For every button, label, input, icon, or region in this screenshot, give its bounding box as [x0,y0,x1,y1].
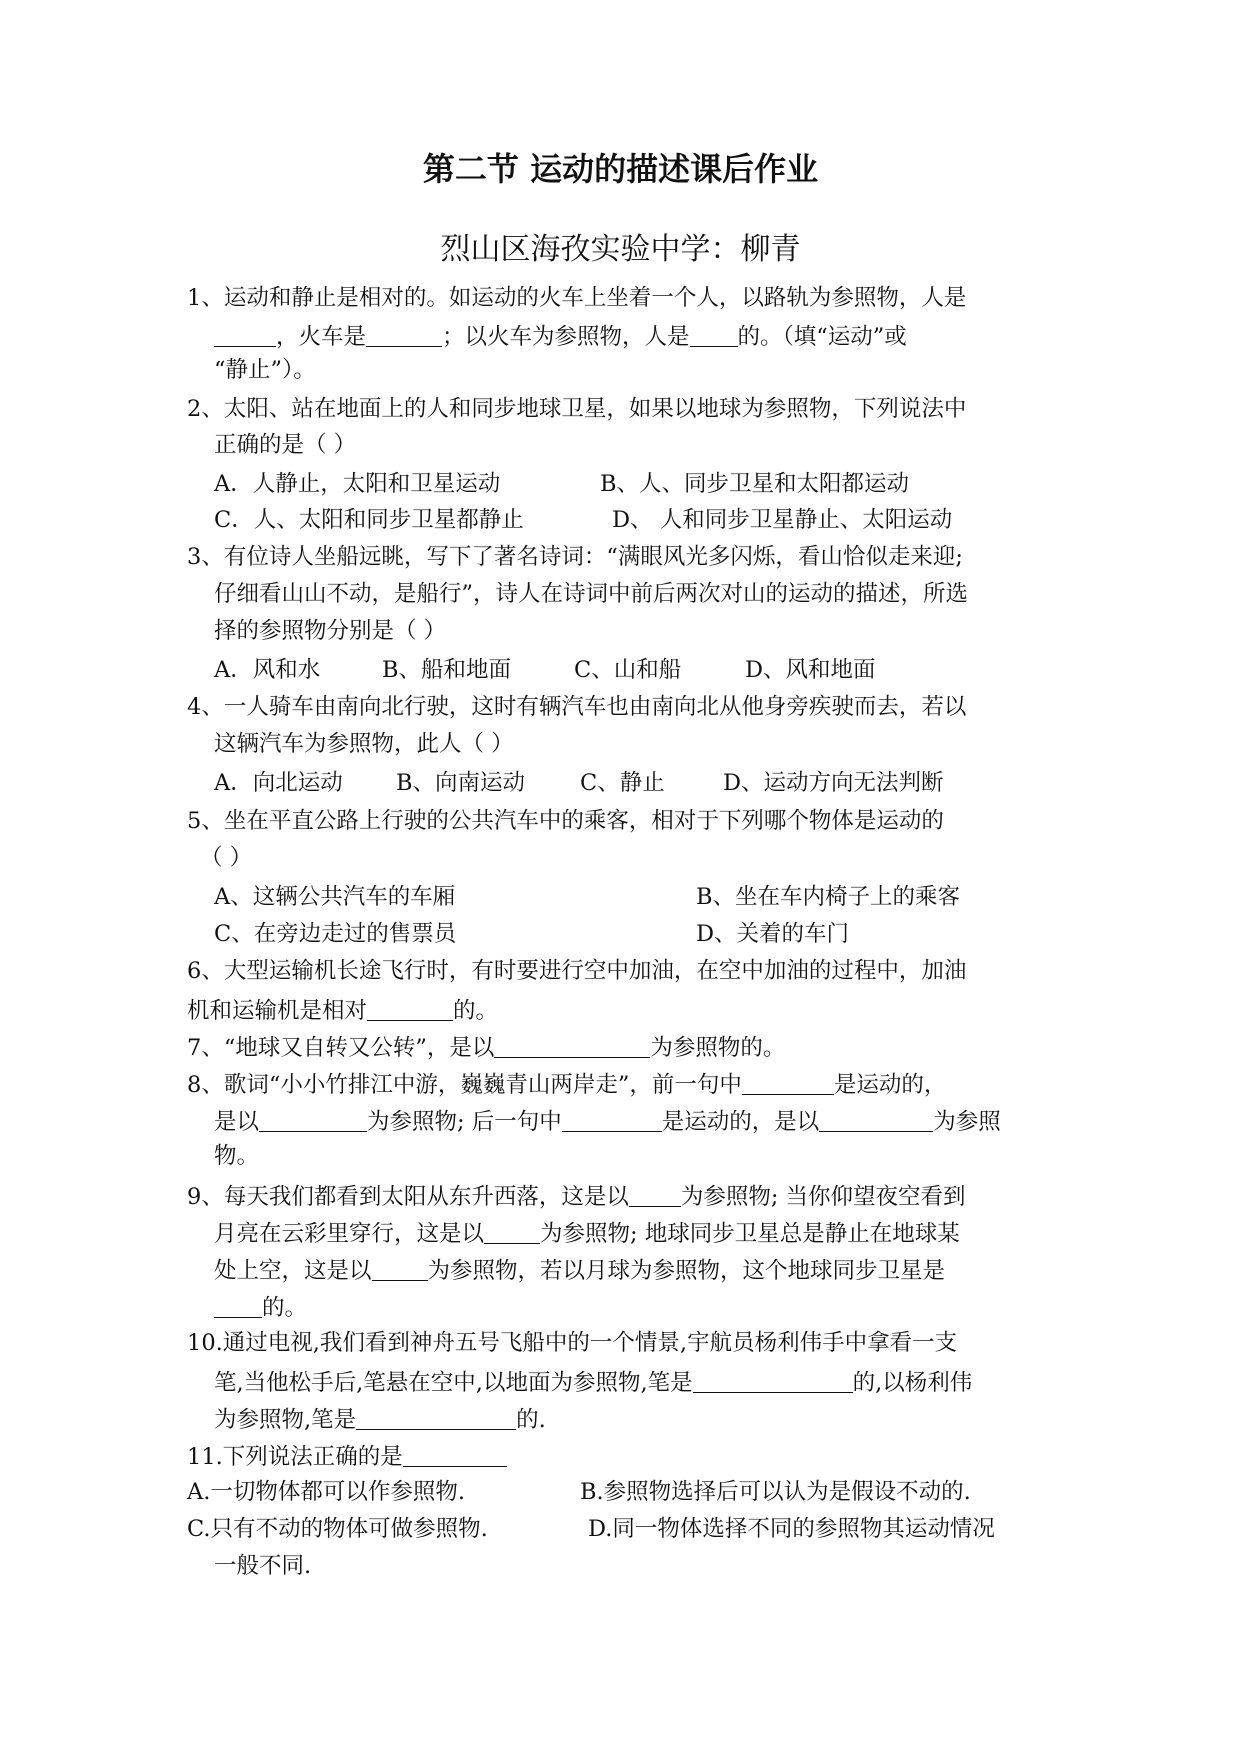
question-11-option-d[interactable]: D.同一物体选择不同的参照物其运动情况 [588,1516,995,1542]
answer-blank[interactable] [742,1071,834,1095]
question-8-line-2: 是以 为参照物; 后一句中 是运动的，是以 为参照 [214,1108,1001,1135]
question-4-option-c[interactable]: C、静止 [580,770,665,796]
question-10-line-1: 10.通过电视,我们看到神舟五号飞船中的一个情景,宇航员杨利伟手中拿看一支 [187,1330,958,1356]
question-2-line-1: 2、太阳、站在地面上的人和同步地球卫星，如果以地球为参照物，下列说法中 [187,396,967,422]
question-11-option-d-continued: 一般不同. [214,1553,312,1579]
question-2-option-a[interactable]: A．人静止，太阳和卫星运动 [214,471,501,497]
page-title: 第二节 运动的描述课后作业 [422,150,819,188]
question-9-line-4: 的。 [214,1294,307,1319]
answer-blank[interactable] [214,323,276,347]
question-6-line-1: 6、大型运输机长途飞行时，有时要进行空中加油，在空中加油的过程中，加油 [187,958,967,984]
question-8-line-3: 物。 [214,1143,260,1169]
answer-blank[interactable] [484,1220,540,1244]
answer-blank[interactable] [494,1034,650,1058]
question-5-line-2: （ ） [200,845,253,871]
question-2-line-2: 正确的是（ ） [214,432,357,458]
question-4-option-b[interactable]: B、向南运动 [396,770,526,796]
answer-blank[interactable] [403,1443,507,1467]
question-5-option-c[interactable]: C、在旁边走过的售票员 [214,921,457,947]
answer-blank[interactable] [372,1257,428,1281]
question-3-option-a[interactable]: A．风和水 [214,657,321,683]
question-2-option-d[interactable]: D、 人和同步卫星静止、太阳运动 [612,507,953,533]
question-5-line-1: 5、坐在平直公路上行驶的公共汽车中的乘客，相对于下列哪个物体是运动的 [187,808,944,834]
answer-blank[interactable] [562,1108,662,1132]
answer-blank[interactable] [259,1108,367,1132]
answer-blank[interactable] [629,1183,681,1207]
question-2-option-c[interactable]: C．人、太阳和同步卫星都静止 [214,507,524,533]
question-7-line-1: 7、“地球又自转又公转”，是以 为参照物的。 [187,1034,786,1061]
question-1-line-2: ，火车是 ；以火车为参照物，人是 的。（填“运动”或 [214,323,907,348]
answer-blank[interactable] [690,323,738,347]
question-9-line-3: 处上空，这是以 为参照物，若以月球为参照物，这个地球同步卫星是 [214,1257,946,1284]
question-11-line-1: 11.下列说法正确的是 [187,1443,507,1468]
answer-blank[interactable] [819,1108,933,1132]
question-9-line-1: 9、每天我们都看到太阳从东升西落，这是以 为参照物; 当你仰望夜空看到 [187,1183,966,1210]
question-11-option-b[interactable]: B.参照物选择后可以认为是假设不动的. [580,1479,971,1505]
question-3-option-b[interactable]: B、船和地面 [382,657,512,683]
question-4-line-2: 这辆汽车为参照物，此人（ ） [214,731,514,757]
question-1-line-1: 1、运动和静止是相对的。如运动的火车上坐着一个人，以路轨为参照物，人是 [187,285,967,311]
question-1-line-3: “静止”）。 [214,357,316,383]
question-3-option-c[interactable]: C、山和船 [574,657,682,683]
question-11-option-a[interactable]: A.一切物体都可以作参照物. [187,1479,466,1505]
question-4-line-1: 4、一人骑车由南向北行驶，这时有辆汽车也由南向北从他身旁疾驶而去，若以 [187,694,967,720]
answer-blank[interactable] [693,1369,853,1393]
page-subtitle: 烈山区海孜实验中学：柳青 [440,232,801,267]
question-11-option-c[interactable]: C.只有不动的物体可做参照物. [187,1516,488,1542]
question-6-line-2: 机和运输机是相对 的。 [187,997,499,1024]
question-8-line-1: 8、歌词“小小竹排江中游，巍巍青山两岸走”，前一句中 是运动的， [187,1071,947,1098]
question-10-line-2: 笔,当他松手后,笔悬在空中,以地面为参照物,笔是 的,以杨利伟 [214,1369,973,1396]
answer-blank[interactable] [366,323,442,347]
answer-blank[interactable] [367,997,453,1021]
question-3-line-3: 择的参照物分别是（ ） [214,618,447,644]
question-2-option-b[interactable]: B、人、同步卫星和太阳都运动 [600,471,910,497]
question-5-option-a[interactable]: A、这辆公共汽车的车厢 [214,884,456,910]
question-4-option-d[interactable]: D、运动方向无法判断 [723,770,944,796]
answer-blank[interactable] [214,1294,262,1318]
question-5-option-b[interactable]: B、坐在车内椅子上的乘客 [696,884,961,910]
question-10-line-3: 为参照物,笔是 的. [214,1406,546,1433]
answer-blank[interactable] [356,1406,516,1430]
question-3-option-d[interactable]: D、风和地面 [745,657,876,683]
question-3-line-1: 3、有位诗人坐船远眺，写下了著名诗词：“满眼风光多闪烁，看山恰似走来迎; [187,544,963,570]
question-3-line-2: 仔细看山山不动，是船行”，诗人在诗词中前后两次对山的运动的描述，所选 [214,581,969,607]
question-9-line-2: 月亮在云彩里穿行，这是以 为参照物; 地球同步卫星总是静止在地球某 [214,1220,960,1247]
question-5-option-d[interactable]: D、关着的车门 [696,921,850,947]
question-4-option-a[interactable]: A．向北运动 [214,770,343,796]
